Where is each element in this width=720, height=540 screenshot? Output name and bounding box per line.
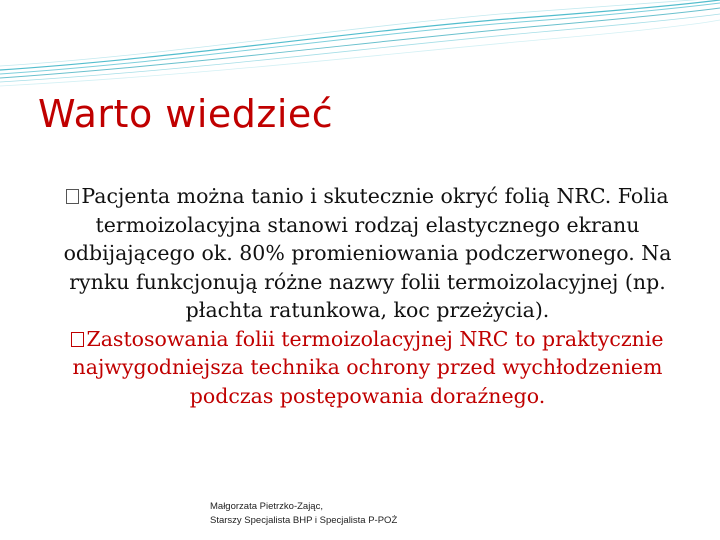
author-name: Małgorzata Pietrzko-Zając, xyxy=(210,501,323,512)
paragraph-foil-info xyxy=(60,182,675,325)
header-wave-decoration xyxy=(0,0,720,100)
slide-body xyxy=(60,182,675,410)
author-role: Starszy Specjalista BHP i Specjalista P-POŻ xyxy=(210,515,398,526)
paragraph-text: Pacjenta można tanio i skutecznie okryć folią NRC. Folia termoizolacyjna stanowi rodzaj elastycznego ekranu odbijającego ok. 80% promieniowania podczerwonego. Na rynku funkcjonują różne nazwy folii termoizolacyjnej (np. płachta ratunkowa, koc przeżycia). xyxy=(63,184,672,322)
wave-lines-graphic xyxy=(0,0,720,100)
bullet-box-icon xyxy=(71,332,84,347)
paragraph-foil-usage xyxy=(60,325,675,411)
bullet-box-icon xyxy=(66,189,79,204)
author-footer xyxy=(210,500,397,528)
slide-title: Warto wiedzieć xyxy=(38,92,334,136)
paragraph-text: Zastosowania folii termoizolacyjnej NRC to praktycznie najwygodniejsza technika ochrony przed wychłodzeniem podczas postępowania doraźnego. xyxy=(72,326,664,408)
